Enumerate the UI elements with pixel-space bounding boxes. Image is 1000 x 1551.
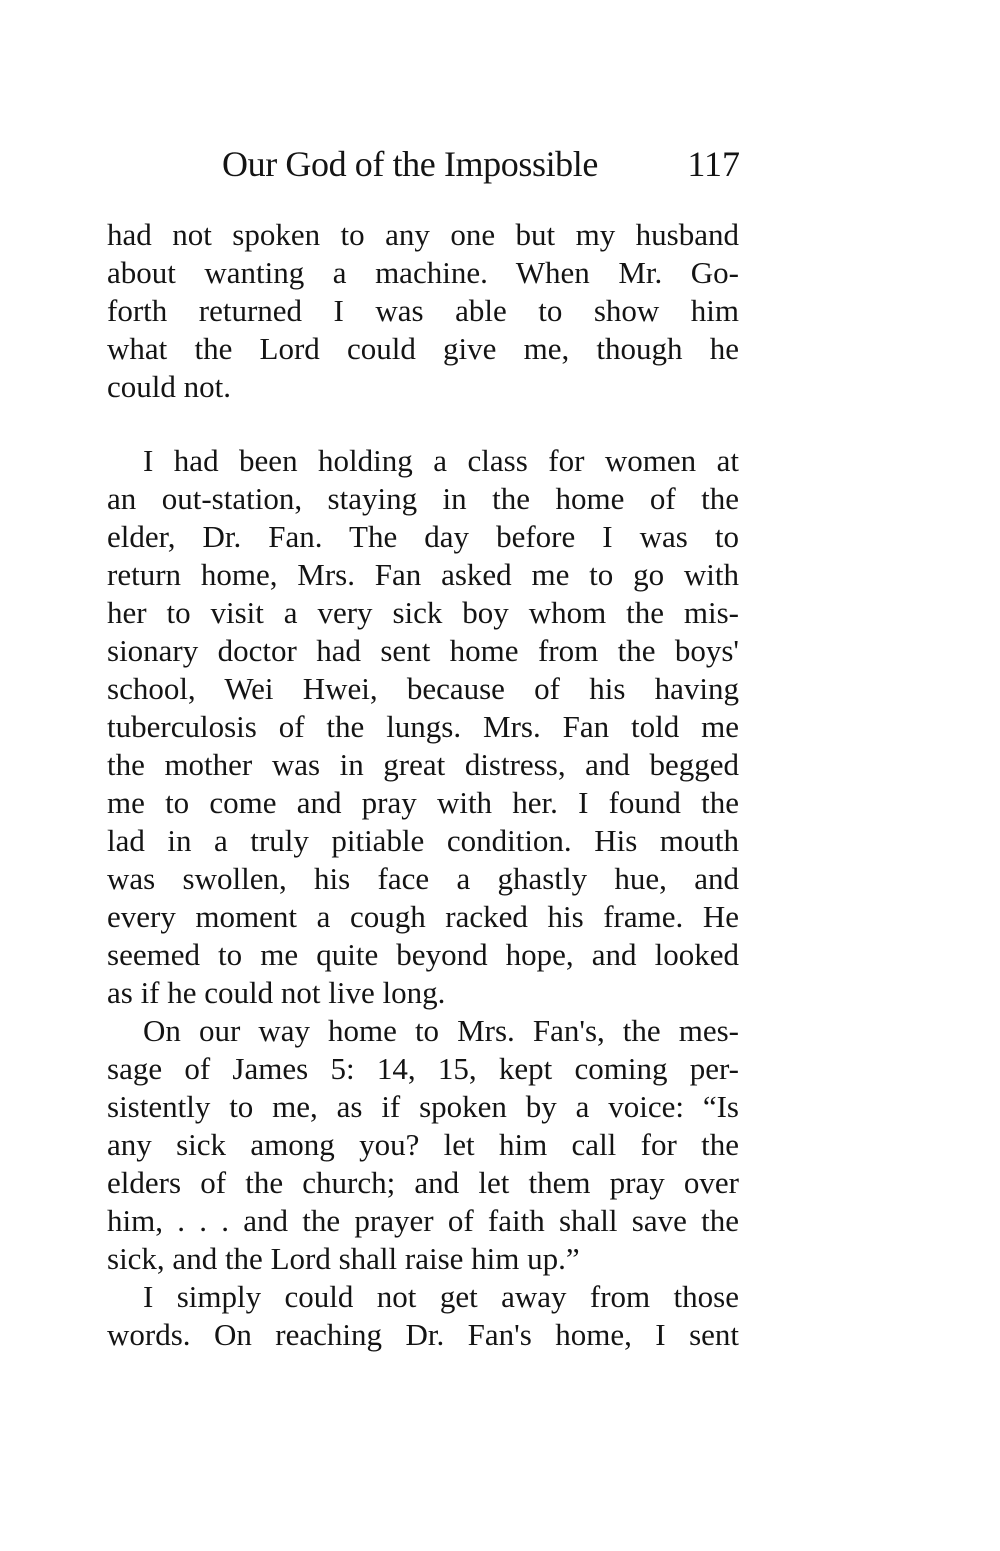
- paragraph-4: [107, 1278, 739, 1354]
- text-line: the mother was in great distress, and begged: [107, 747, 739, 782]
- text-line: sage of James 5: 14, 15, kept coming per-: [107, 1051, 739, 1086]
- text-line: sistently to me, as if spoken by a voice: “Is: [107, 1089, 739, 1124]
- text-line: I simply could not get away from those: [143, 1279, 739, 1314]
- text-line: any sick among you? let him call for the: [107, 1127, 739, 1162]
- text-line: could not.: [107, 369, 231, 404]
- text-line: I had been holding a class for women at: [143, 443, 739, 478]
- text-line: about wanting a machine. When Mr. Go-: [107, 255, 739, 290]
- text-line: what the Lord could give me, though he: [107, 331, 739, 366]
- text-line: sick, and the Lord shall raise him up.”: [107, 1241, 580, 1276]
- text-line: lad in a truly pitiable condition. His mouth: [107, 823, 739, 858]
- section-break: [107, 406, 739, 442]
- text-line: elders of the church; and let them pray over: [107, 1165, 739, 1200]
- running-head: [222, 141, 740, 187]
- paragraph-3: [107, 1012, 739, 1278]
- text-line: words. On reaching Dr. Fan's home, I sent: [107, 1317, 739, 1352]
- paragraph-2: [107, 442, 739, 1012]
- running-title: Our God of the Impossible: [222, 144, 598, 184]
- text-line: school, Wei Hwei, because of his having: [107, 671, 739, 706]
- text-line: tuberculosis of the lungs. Mrs. Fan told me: [107, 709, 739, 744]
- text-line: forth returned I was able to show him: [107, 293, 739, 328]
- text-line: was swollen, his face a ghastly hue, and: [107, 861, 739, 896]
- text-line: On our way home to Mrs. Fan's, the mes-: [143, 1013, 739, 1048]
- text-line: every moment a cough racked his frame. He: [107, 899, 739, 934]
- text-line: elder, Dr. Fan. The day before I was to: [107, 519, 739, 554]
- text-line: her to visit a very sick boy whom the mis-: [107, 595, 739, 630]
- page-number: 117: [687, 144, 740, 184]
- text-line: sionary doctor had sent home from the boys': [107, 633, 739, 668]
- paragraph-1: [107, 216, 739, 406]
- text-line: as if he could not live long.: [107, 975, 446, 1010]
- body-text: [107, 216, 739, 1354]
- text-line: an out-station, staying in the home of the: [107, 481, 739, 516]
- text-line: him, . . . and the prayer of faith shall save the: [107, 1203, 739, 1238]
- text-line: me to come and pray with her. I found the: [107, 785, 739, 820]
- text-line: had not spoken to any one but my husband: [107, 217, 739, 252]
- text-line: seemed to me quite beyond hope, and looked: [107, 937, 739, 972]
- text-line: return home, Mrs. Fan asked me to go with: [107, 557, 739, 592]
